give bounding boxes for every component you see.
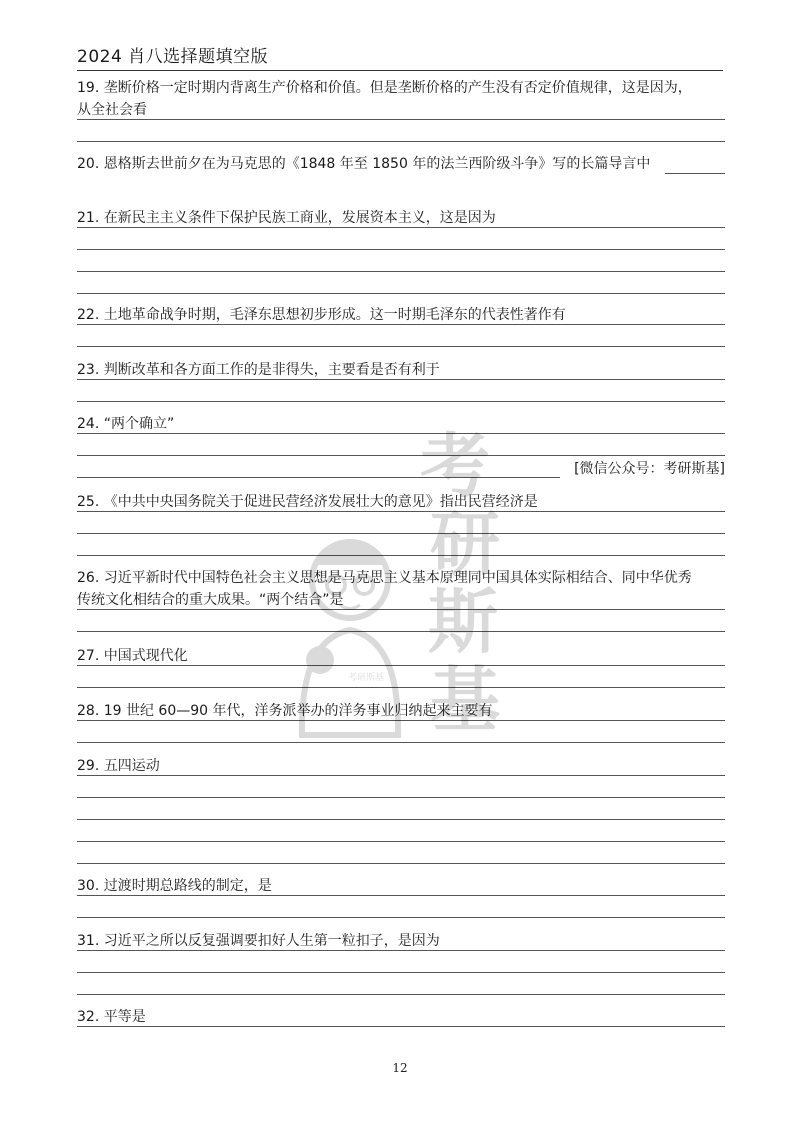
header-title: 2024 肖八选择题填空版 bbox=[77, 47, 269, 67]
watermark-char: 考 bbox=[420, 424, 490, 507]
question-31-answer-line[interactable]: 31. 习近平之所以反复强调要扣好人生第一粒扣子，是因为 bbox=[77, 931, 725, 953]
blank-answer-line[interactable] bbox=[77, 668, 725, 690]
question-32-answer-line[interactable]: 32. 平等是 bbox=[77, 1007, 725, 1029]
question-20 bbox=[77, 154, 725, 176]
question-27-answer-line[interactable]: 27. 中国式现代化 bbox=[77, 646, 725, 668]
question-19-answer-line[interactable]: 从全社会看 bbox=[77, 100, 725, 122]
question-22-answer-line[interactable]: 22. 土地革命战争时期，毛泽东思想初步形成。这一时期毛泽东的代表性著作有 bbox=[77, 305, 725, 327]
question-26-answer-line[interactable]: 传统文化相结合的重大成果。“两个结合”是 bbox=[77, 590, 725, 612]
blank-answer-line[interactable] bbox=[77, 436, 725, 458]
question-30 bbox=[77, 876, 725, 920]
blank-answer-line[interactable] bbox=[77, 612, 725, 634]
question-25 bbox=[77, 492, 725, 558]
question-21-answer-line[interactable]: 21. 在新民主主义条件下保护民族工商业，发展资本主义，这是因为 bbox=[77, 208, 725, 230]
question-22 bbox=[77, 305, 725, 349]
question-23-answer-line[interactable]: 23. 判断改革和各方面工作的是非得失，主要看是否有利于 bbox=[77, 360, 725, 382]
blank-answer-line[interactable] bbox=[77, 844, 725, 866]
blank-answer-line[interactable] bbox=[77, 975, 725, 997]
question-28-answer-line[interactable]: 28. 19 世纪 60—90 年代，洋务派举办的洋务事业归纳起来主要有 bbox=[77, 701, 725, 723]
question-24 bbox=[77, 414, 725, 480]
blank-answer-line[interactable] bbox=[77, 536, 725, 558]
question-26 bbox=[77, 568, 725, 634]
question-23 bbox=[77, 360, 725, 404]
blank-answer-line[interactable] bbox=[77, 514, 725, 536]
wechat-note: [微信公众号：考研斯基] bbox=[574, 461, 725, 477]
watermark-char: 斯 bbox=[428, 580, 498, 663]
blank-answer-line[interactable] bbox=[77, 953, 725, 975]
question-19-text-1: 19. 垄断价格一定时期内背离生产价格和价值。但是垄断价格的产生没有否定价值规律，这是因为， bbox=[77, 80, 692, 96]
blank-answer-line[interactable] bbox=[77, 822, 725, 844]
question-20-answer-line[interactable]: 20. 恩格斯去世前夕在为马克思的《1848 年至 1850 年的法兰西阶级斗争》写的长篇导言中 bbox=[77, 154, 725, 176]
question-19 bbox=[77, 78, 725, 144]
blank-answer-line[interactable] bbox=[77, 274, 725, 296]
question-28 bbox=[77, 701, 725, 745]
question-29 bbox=[77, 756, 725, 866]
question-30-answer-line[interactable]: 30. 过渡时期总路线的制定，是 bbox=[77, 876, 725, 898]
question-21 bbox=[77, 208, 725, 296]
blank-answer-line[interactable] bbox=[77, 382, 725, 404]
page-number: 12 bbox=[392, 1061, 408, 1075]
page-header bbox=[77, 40, 723, 71]
watermark-char: 基 bbox=[430, 658, 500, 741]
question-31 bbox=[77, 931, 725, 997]
blank-answer-line[interactable] bbox=[77, 800, 725, 822]
blank-answer-line[interactable] bbox=[77, 230, 725, 252]
blank-answer-line[interactable] bbox=[77, 122, 725, 144]
question-25-answer-line[interactable]: 25. 《中共中央国务院关于促进民营经济发展壮大的意见》指出民营经济是 bbox=[77, 492, 725, 514]
watermark-char: 研 bbox=[430, 502, 500, 585]
blank-answer-line[interactable] bbox=[77, 327, 725, 349]
blank-answer-line[interactable] bbox=[77, 778, 725, 800]
question-29-answer-line[interactable]: 29. 五四运动 bbox=[77, 756, 725, 778]
question-24-answer-line[interactable]: 24. “两个确立” bbox=[77, 414, 725, 436]
blank-answer-line[interactable] bbox=[77, 898, 725, 920]
blank-answer-line[interactable] bbox=[77, 723, 725, 745]
watermark-badge: 考研斯基 bbox=[348, 673, 385, 683]
question-26-text-1: 26. 习近平新时代中国特色社会主义思想是马克思主义基本原理同中国具体实际相结合、同中华优秀 bbox=[77, 570, 692, 586]
question-27 bbox=[77, 646, 725, 690]
blank-answer-line[interactable] bbox=[77, 252, 725, 274]
question-32 bbox=[77, 1007, 725, 1029]
blank-answer-line[interactable] bbox=[77, 458, 725, 480]
